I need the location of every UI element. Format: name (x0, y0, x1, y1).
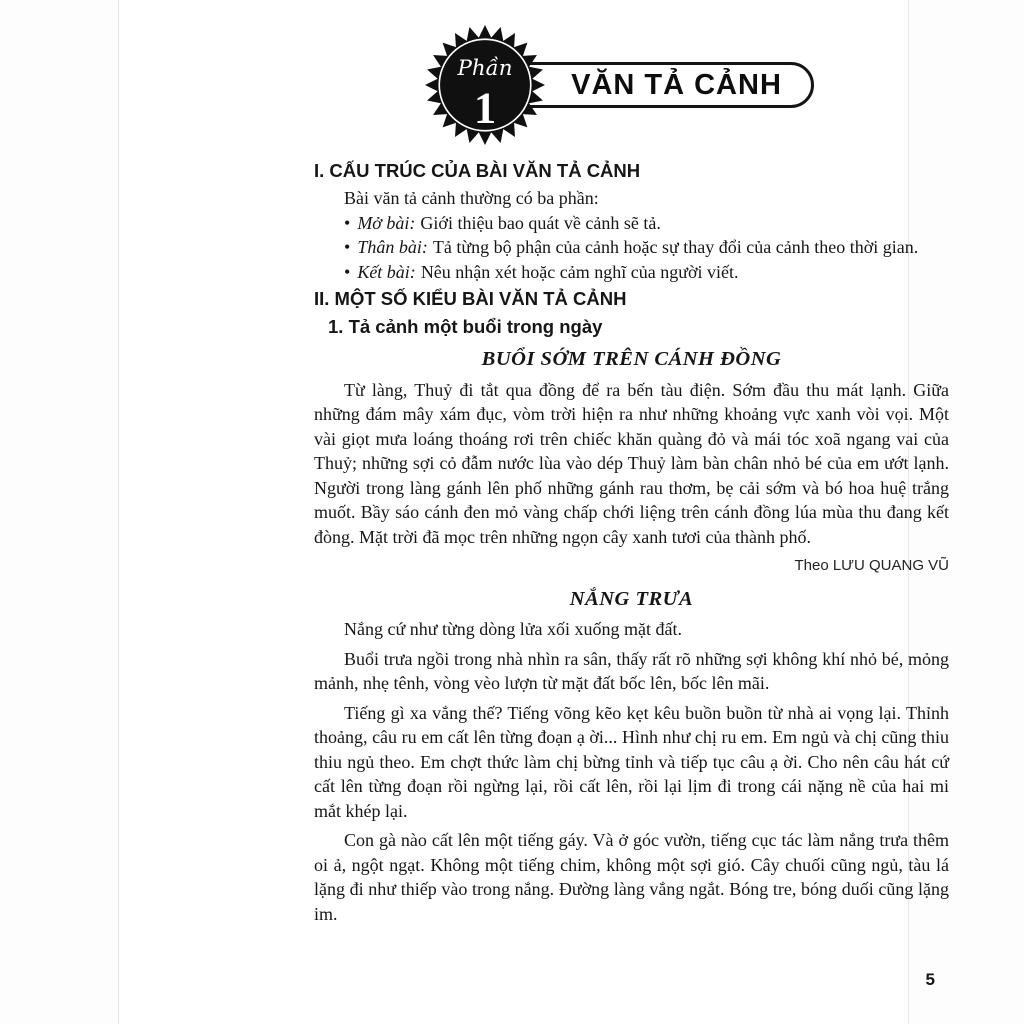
bullet-icon: • (344, 237, 351, 257)
starburst-icon (424, 24, 546, 146)
essay-2-paragraph: Buổi trưa ngồi trong nhà nhìn ra sân, thấy rất rõ những sợi không khí nhỏ bé, mỏng mảnh, nhẹ tênh, vòng vèo lượn từ mặt đất bốc lên, bốc lên mãi. (314, 648, 949, 693)
bullet-item-than-bai: • Thân bài: Tả từng bộ phận của cảnh hoặc sự thay đổi của cảnh theo thời gian. (344, 237, 919, 257)
essay-1-title: BUỔI SỚM TRÊN CÁNH ĐỒNG (481, 348, 782, 370)
part-label: Phần (457, 55, 513, 81)
section-2-heading: II. MỘT SỐ KIỂU BÀI VĂN TẢ CẢNH (314, 288, 627, 309)
essay-2-paragraph: Nắng cứ như từng dòng lửa xối xuống mặt đất. (344, 619, 682, 639)
bullet-icon: • (344, 261, 351, 282)
bullet-item-ket-bai: • Kết bài: Nêu nhận xét hoặc cảm nghĩ của người viết. (344, 261, 739, 282)
section-2-subheading: 1. Tả cảnh một buổi trong ngày (328, 316, 603, 337)
essay-2-paragraph: Tiếng gì xa vắng thế? Tiếng võng kẽo kẹt kêu buồn buồn từ nhà ai vọng lại. Thỉnh thoảng, câu ru em cất lên từng đoạn ạ ời... Hình như chị ru em. Em ngủ và chị cũng thiu thiu ngủ theo. Em chợt thức làm chị bừng tỉnh và tiếp tục câu ạ ời. Cho nên câu hát cứ cất lên từng đoạn rồi ngừng lại, rồi cất lên, rồi lại lịm đi trong cái nặng nề của hai mi mắt khép lại. (314, 702, 949, 821)
author-credit: Theo LƯU QUANG VŨ (794, 557, 949, 574)
essay-2-paragraph: Con gà nào cất lên một tiếng gáy. Và ở góc vườn, tiếng cục tác làm nắng trưa thêm oi ả, ngột ngạt. Không một tiếng chim, không một sợi gió. Cây chuối cũng ngủ, tàu lá lặng đi như thiếp vào trong nắng. Đường làng vắng ngắt. Bóng tre, bóng duối cũng lặng im. (314, 830, 949, 924)
essay-2-title: NẮNG TRƯA (569, 587, 694, 610)
bullet-icon: • (344, 212, 351, 233)
page-body (314, 156, 949, 931)
chapter-title: VĂN TẢ CẢNH (571, 68, 782, 101)
page-content (314, 0, 949, 1024)
page-number: 5 (925, 970, 935, 989)
section-1-intro: Bài văn tả cảnh thường có ba phần: (344, 188, 599, 208)
part-seal (424, 24, 546, 146)
part-number: 1 (473, 82, 497, 133)
book-page (118, 0, 949, 1024)
bullet-item-mo-bai: • Mở bài: Giới thiệu bao quát về cảnh sẽ tả. (344, 212, 661, 233)
essay-1-paragraph: Từ làng, Thuỷ đi tắt qua đồng để ra bến tàu điện. Sớm đầu thu mát lạnh. Giữa những đám mây xám đục, vòm trời hiện ra như những khoảng vực xanh vòi vọi. Một vài giọt mưa loáng thoáng rơi trên chiếc khăn quàng đỏ và mái tóc xoã ngang vai của Thuỷ; những sợi cỏ đẫm nước lùa vào dép Thuỷ làm bàn chân nhỏ bé của em ướt lạnh. Người trong làng gánh lên phố những gánh rau thơm, bẹ cải sớm và bó hoa huệ trắng muốt. Bầy sáo cánh đen mỏ vàng chấp chới liệng trên cánh đồng lúa mùa thu đang kết đòng. Mặt trời đã mọc trên những ngọn cây xanh tươi của thành phố. (314, 379, 949, 547)
section-1-heading: I. CẤU TRÚC CỦA BÀI VĂN TẢ CẢNH (314, 160, 641, 181)
